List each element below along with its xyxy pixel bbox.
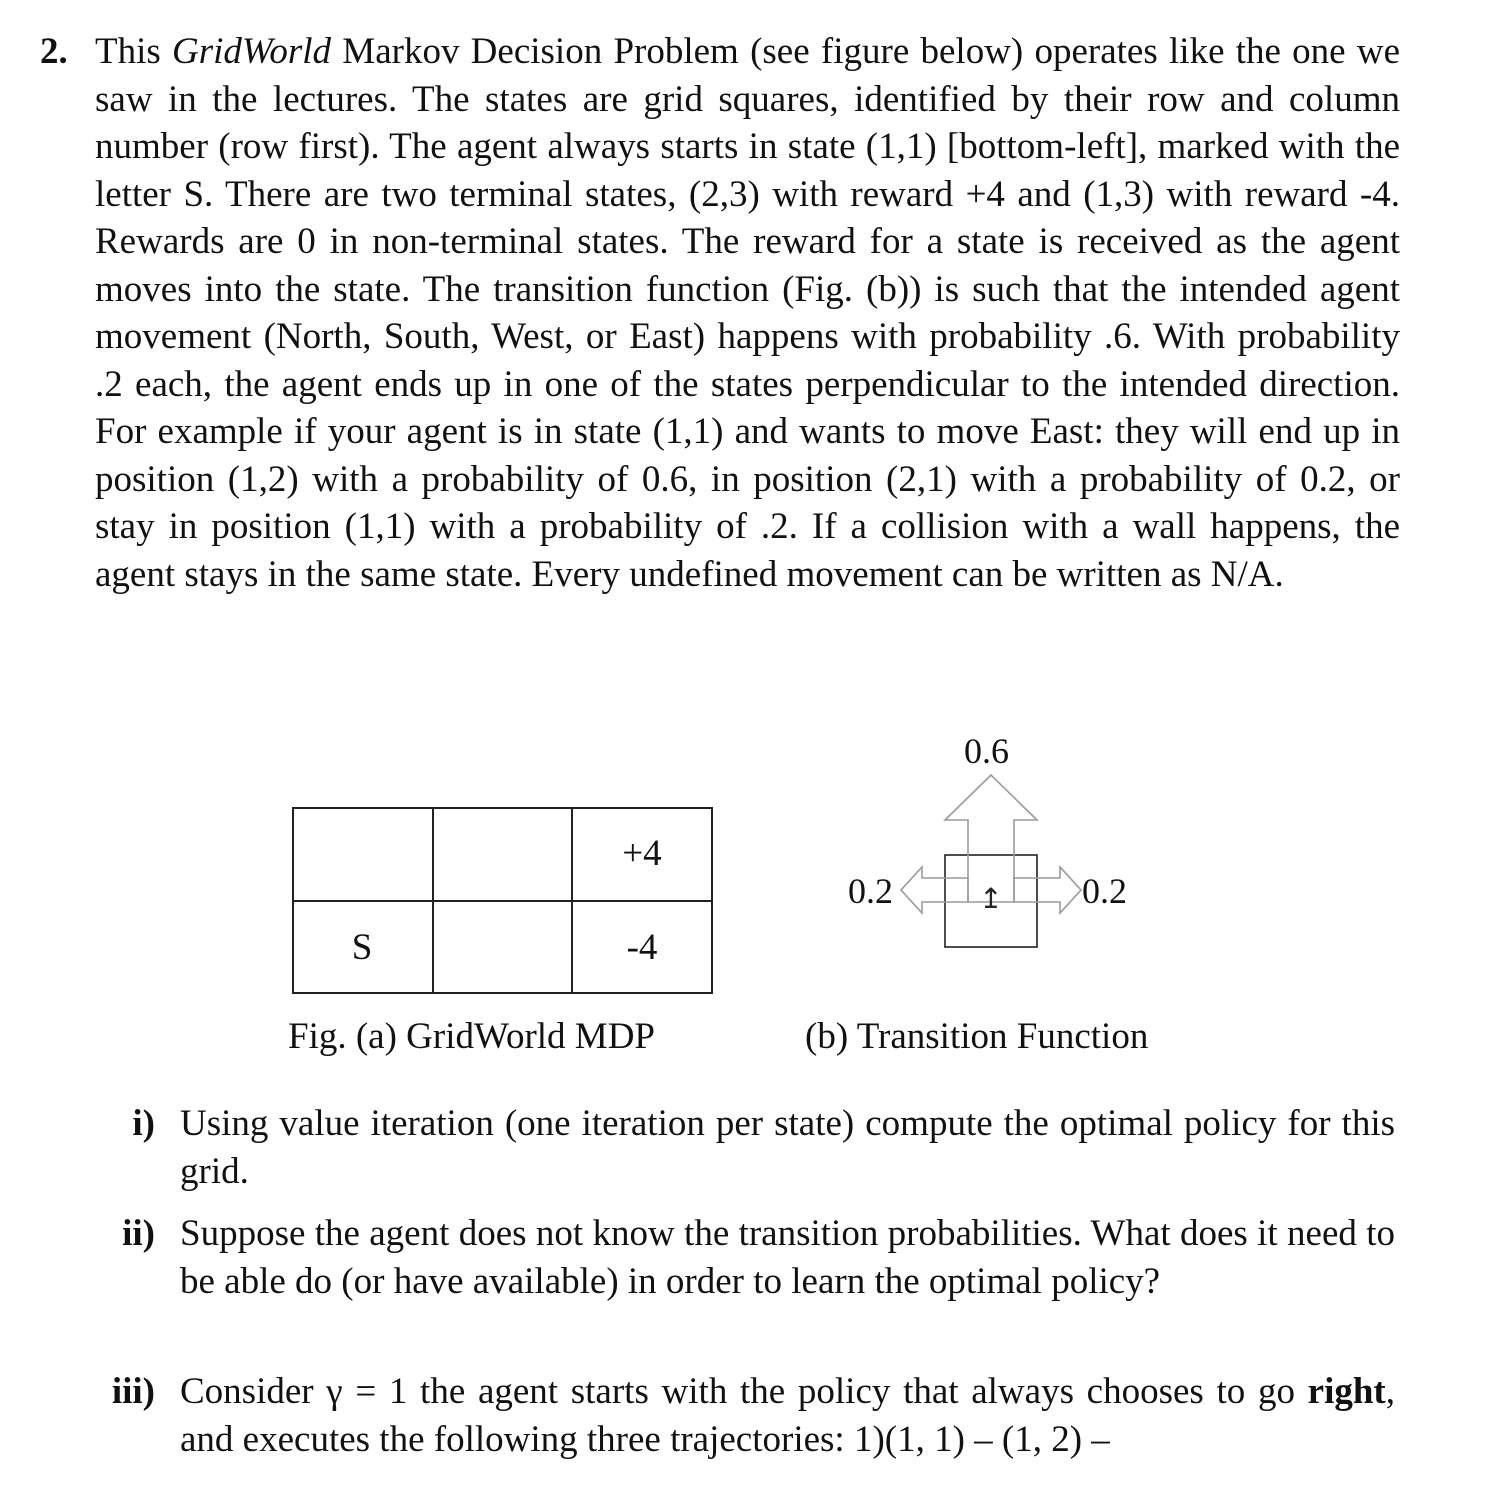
- question-iii-text-b: , and executes the following three trajectories: 1)(1, 1) – (1, 2) –: [180, 1371, 1395, 1460]
- gridworld-italic: GridWorld: [172, 31, 332, 72]
- question-iii-bold: right: [1307, 1371, 1386, 1412]
- problem-text: [95, 28, 1400, 598]
- caption-b: (b) Transition Function: [805, 1016, 1149, 1057]
- question-i-label: i): [132, 1103, 155, 1144]
- intro-text: This: [95, 31, 173, 72]
- transition-arrows: [840, 730, 1140, 960]
- question-i-text: Using value iteration (one iteration per state) compute the optimal policy for this grid.: [180, 1103, 1395, 1192]
- problem-body: Markov Decision Problem (see figure below) operates like the one we saw in the lectures. The states are grid squares, identified by their row and column number (row first). The agent always starts in state (1,1) [bottom-left], marked with the letter S. There are two terminal states, (2,3) with reward +4 and (1,3) with reward -4. Rewards are 0 in non-terminal states. The reward for a state is received as the agent moves into the state. The transition function (Fig. (b)) is such that the intended agent movement (North, South, West, or East) happens with probability .6. With probability .2 each, the agent ends up in one of the states perpendicular to the intended direction. For example if your agent is in state (1,1) and wants to move East: they will end up in position (1,2) with a probability of 0.6, in position (2,1) with a probability of 0.2, or stay in position (1,1) with a probability of .2. If a collision with a wall happens, the agent stays in the same state. Every undefined movement can be written as N/A.: [95, 31, 1400, 595]
- question-iii-text: [180, 1368, 1395, 1463]
- cell-2-3: +4: [622, 833, 662, 874]
- transition-figure: [840, 730, 1140, 960]
- prob-west-label: 0.2: [848, 871, 893, 911]
- question-iii-text-a: Consider γ = 1 the agent starts with the policy that always chooses to go: [180, 1371, 1308, 1412]
- question-iii-label: iii): [111, 1371, 155, 1412]
- caption-a: Fig. (a) GridWorld MDP: [288, 1016, 656, 1057]
- cell-2-2: [432, 807, 572, 900]
- prob-north-label: 0.6: [964, 731, 1009, 771]
- east-arrow: [1014, 867, 1081, 913]
- cell-1-3: -4: [626, 927, 658, 968]
- center-arrow-glyph: ↥: [979, 882, 1003, 915]
- problem-number: 2.: [40, 31, 68, 72]
- question-ii-label: ii): [122, 1213, 155, 1254]
- west-arrow: [901, 867, 968, 913]
- gridworld-figure: [292, 807, 712, 993]
- cell-1-1: S: [351, 927, 373, 968]
- cell-2-1: [292, 807, 432, 900]
- prob-east-label: 0.2: [1082, 871, 1127, 911]
- question-ii-text: Suppose the agent does not know the transition probabilities. What does it need to be able do (or have available) in order to learn the optimal policy?: [180, 1213, 1395, 1302]
- cell-1-2: [432, 901, 572, 994]
